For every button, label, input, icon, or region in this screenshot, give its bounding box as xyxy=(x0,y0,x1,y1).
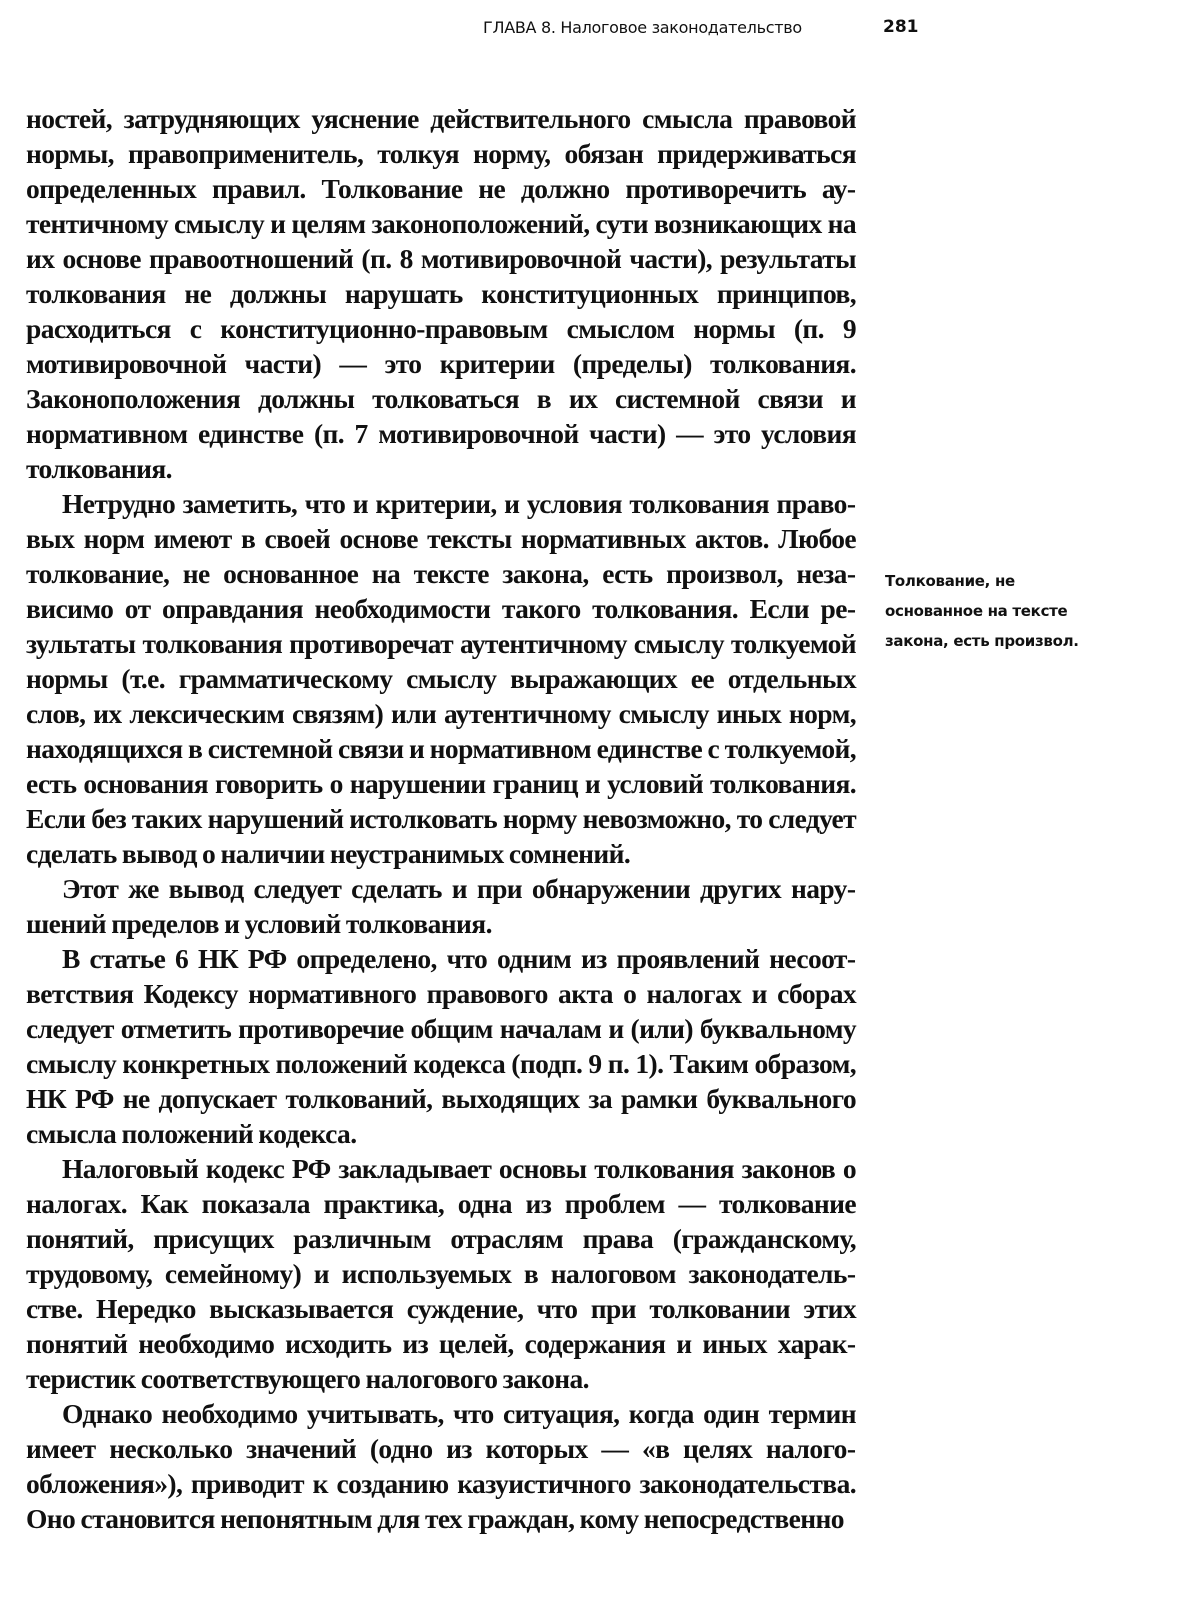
paragraph: Налоговый кодекс РФ закладывает основы толкования законов о налогах. Как показала практика, одна из проблем — толкование понятий, присущих различным отраслям права (гражданскому, трудовому, семейному) и используемых в налоговом законодательстве. Нередко высказывается суждение, что при толковании этих понятий необходимо исходить из целей, содержания и иных характеристик соответствующего налогового закона. xyxy=(26,1153,856,1394)
margin-note: Толкование, не основанное на тексте закона, есть произвол. xyxy=(885,572,1079,650)
chapter-title: ГЛАВА 8. Налоговое законодательство xyxy=(483,18,802,37)
paragraph-continuation: ностей, затрудняющих уяснение действительного смысла правовой нормы, правоприменитель, толкуя норму, обязан придерживаться определенных правил. Толкование не должно противоречить аутентичному смыслу и целям законоположений, сути возникающих на их основе правоотношений (п. 8 мотивировочной части), результаты толкования не должны нарушать конституционных принципов, расходиться с конституционно-правовым смыслом нормы (п. 9 мотивировочной части) — это критерии (пределы) толкования. Законоположения должны толковаться в их системной связи и нормативном единстве (п. 7 мотивировочной части) — это условия толкования. xyxy=(26,103,856,484)
page-number: 281 xyxy=(883,17,919,37)
paragraph: Этот же вывод следует сделать и при обнаружении других нарушений пределов и условий толкования. xyxy=(26,873,856,939)
running-head xyxy=(483,18,923,37)
paragraph: Нетрудно заметить, что и критерии, и условия толкования правовых норм имеют в своей основе тексты нормативных актов. Любое толкование, не основанное на тексте закона, есть произвол, независимо от оправдания необходимости такого толкования. Если результаты толкования противоречат аутентичному смыслу толкуемой нормы (т.е. грамматическому смыслу выражающих ее отдельных слов, их лексическим связям) или аутентичному смыслу иных норм, находящихся в системной связи и нормативном единстве с толкуемой, есть основания говорить о нарушении границ и условий толкования. Если без таких нарушений истолковать норму невозможно, то следует сделать вывод о наличии неустранимых сомнений. xyxy=(26,488,856,869)
paragraph: В статье 6 НК РФ определено, что одним из проявлений несоответствия Кодексу нормативного правового акта о налогах и сборах следует отметить противоречие общим началам и (или) буквальному смыслу конкретных положений кодекса (подп. 9 п. 1). Таким образом, НК РФ не допускает толкований, выходящих за рамки буквального смысла положений кодекса. xyxy=(26,943,856,1149)
main-text xyxy=(26,101,856,1536)
paragraph: Однако необходимо учитывать, что ситуация, когда один термин имеет несколько значений (одно из которых — «в целях налогообложения»), приводит к созданию казуистичного законодательства. Оно становится непонятным для тех граждан, кому непосредственно xyxy=(26,1398,856,1534)
